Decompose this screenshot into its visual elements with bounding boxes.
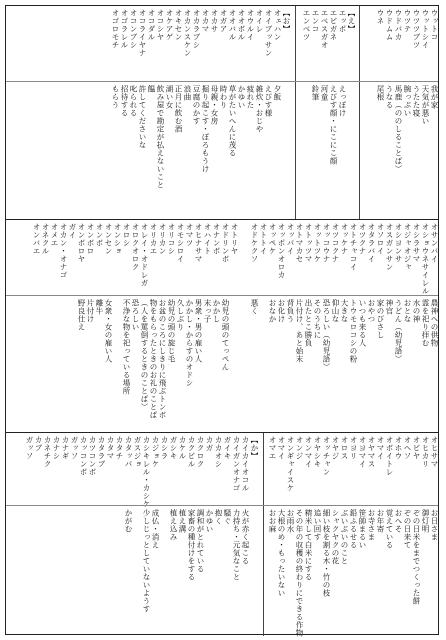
entry-kana: オリコシ [167, 223, 176, 255]
entry-kana: オマツ [185, 223, 194, 247]
section-3-meaning-row [6, 505, 438, 636]
entry-kana: オロシ [122, 223, 131, 247]
entry-meaning: お寺さま [367, 509, 376, 541]
entry-kana: エビガネ [329, 9, 338, 41]
entry-meaning: 霊を祀り拝む [421, 299, 430, 347]
entry-meaning: うなる [385, 85, 394, 109]
entry-kana: オヤマス [367, 436, 376, 468]
entry-kana: オショウネサイレル [421, 223, 430, 295]
entry-kana: カタマ [106, 436, 115, 460]
entry-kana: オコシヤ [156, 9, 165, 41]
entry-kana: オシラサマ [412, 223, 421, 263]
entry-meaning [249, 506, 258, 636]
entry-meaning: 天気が悪い [421, 85, 430, 125]
entry-meaning: 叱られる [129, 85, 138, 117]
entry-meaning: そのうちに [313, 299, 322, 339]
entry-kana: オヤジ [331, 436, 340, 460]
entry-kana: オマイ [277, 436, 286, 460]
entry-meaning: 片付け [86, 299, 95, 323]
entry-kana: オッケナ [340, 223, 349, 255]
entry-kana: オツクナ [358, 223, 367, 255]
entry-kana: カクロク [196, 436, 205, 468]
entry-kana: オドケクソ [250, 223, 259, 263]
entry-meaning [114, 506, 123, 636]
entry-meaning: 背負う [286, 299, 295, 323]
entry-kana: カクビル [187, 436, 196, 468]
entry-meaning: おとな [403, 299, 412, 323]
entry-meaning: 幼児の頭の旋じ毛 [167, 299, 176, 363]
entry-meaning: えっぽけ [338, 85, 347, 117]
entry-meaning: えびす顔・にこにこ顔 [329, 85, 338, 165]
entry-meaning: 鈴筆 [311, 85, 320, 101]
entry-kana: オウルイ [246, 9, 255, 41]
entry-kana: オロス [340, 436, 349, 460]
entry-kana: ウドムム [385, 9, 394, 41]
entry-meaning: 少しじっとしていないようす [142, 509, 151, 613]
entry-meaning: 母親・女房 [210, 85, 219, 125]
entry-meaning [281, 82, 290, 220]
entry-meaning: その年の収穫の終わりにできる作物 [295, 509, 304, 637]
group-o2-kana-b [18, 220, 238, 295]
entry-kana: オジャオジャ [403, 223, 412, 271]
section-1-meaning-row [6, 81, 438, 220]
entry-kana: オコンブシ [129, 9, 138, 49]
entry-meaning: お化け [277, 299, 286, 323]
entry-kana: オカマ [201, 9, 210, 33]
entry-kana: ガイ [68, 223, 77, 239]
entry-kana: オカサ [210, 9, 219, 33]
group-ka-kana [8, 433, 259, 508]
entry-meaning: うたた寝 [412, 85, 421, 117]
entry-meaning: 馬鹿（ののしることば） [394, 85, 403, 173]
entry-meaning: お年寄 [376, 509, 385, 533]
entry-kana: カケル [178, 436, 187, 460]
entry-kana: オモシロイ [176, 223, 185, 263]
entry-kana: オンセン [104, 223, 113, 255]
entry-meaning: 浪曲 [183, 85, 192, 101]
entry-kana: オカラブシ [192, 9, 201, 49]
entry-meaning: （人を罵倒するときのことば） [140, 299, 149, 411]
entry-kana: ウドバカ [394, 9, 403, 41]
entry-kana: オタラバイ [367, 223, 376, 263]
entry-meaning: 夕飯 [273, 85, 282, 101]
entry-meaning [346, 82, 355, 220]
entry-kana: オトトイ [259, 223, 268, 255]
entry-meaning: 水の神 [412, 299, 421, 323]
entry-meaning: 雑炊・おじや [255, 85, 264, 133]
group-ka-meaning [8, 506, 258, 636]
entry-kana: オネクル [41, 223, 50, 255]
entry-meaning: 笹帥まるい [358, 509, 367, 549]
entry-kana: ガッソ [25, 436, 34, 460]
entry-meaning: 追い回す [313, 509, 322, 541]
entry-kana: オレイ・オドレガ [140, 223, 149, 287]
group-o-meaning [108, 82, 290, 220]
entry-meaning [258, 296, 267, 434]
entry-meaning: 末っ子 [203, 299, 212, 323]
entry-meaning: 仰山な [331, 299, 340, 323]
group-u-kana [358, 6, 438, 81]
entry-meaning: 調和がとれている [196, 509, 205, 573]
entry-meaning [87, 506, 96, 636]
entry-kana: オナンボ [212, 223, 221, 255]
entry-meaning: えびす様 [264, 85, 273, 117]
entry-kana: カナギ [61, 436, 70, 460]
section-2 [6, 219, 438, 433]
entry-kana: オヘソ [403, 436, 412, 460]
entry-kana: オカン・オナゴ [59, 223, 68, 279]
entry-meaning [96, 506, 105, 636]
entry-meaning: 饂 [147, 85, 156, 93]
entry-kana: オホウ [394, 436, 403, 460]
entry-meaning: お日さま [430, 509, 439, 541]
entry-meaning: 神官 [385, 299, 394, 315]
entry-kana: オマエ [268, 436, 277, 460]
entry-kana: オソロイ [376, 223, 385, 255]
entry-meaning: 草がたいへんに茂る [228, 85, 237, 157]
group-o2-meaning-b [18, 296, 238, 434]
entry-kana: オヤシキ [313, 436, 322, 468]
entry-kana: オイブッサン [264, 9, 273, 57]
entry-meaning [105, 506, 114, 636]
entry-kana: オスガンサン [385, 223, 394, 271]
column-divider [359, 82, 360, 220]
entry-kana: ガスジョ [133, 436, 142, 468]
entry-kana: オシヨンサ [394, 223, 403, 263]
entry-kana: カイガンオナゴ [232, 436, 241, 492]
section-1 [6, 6, 438, 219]
entry-meaning: 野良仕え [77, 299, 86, 331]
entry-kana: エンコ [311, 9, 320, 33]
entry-kana: オヨマイ [358, 436, 367, 468]
entry-kana: オトリヤ [230, 223, 239, 255]
group-o3-meaning [263, 506, 438, 636]
entry-kana: オサンバイ [430, 223, 439, 263]
section-1-kana-row [6, 6, 438, 81]
entry-meaning: 恐ろしい [131, 299, 140, 331]
entry-meaning: かゆい [205, 509, 214, 533]
entry-kana: ウットコ [430, 9, 439, 41]
entry-meaning: 細い枝を割る木・竹の枝 [322, 509, 331, 597]
column-divider [263, 506, 264, 636]
entry-kana: オリカエ [149, 223, 158, 255]
entry-kana: ガシキ [169, 436, 178, 460]
entry-meaning: トウモロコシの粉 [349, 299, 358, 363]
entry-kana: オリカン [158, 223, 167, 255]
entry-meaning: 植え込み [169, 509, 178, 541]
entry-meaning: 正月に飲む酒 [174, 85, 183, 133]
entry-meaning: 御灯明 [421, 509, 430, 533]
entry-kana: オコライヤナ [138, 9, 147, 57]
entry-kana: カタチ [115, 436, 124, 460]
entry-kana: オゴラレル [120, 9, 129, 49]
entry-meaning: 尾根 [376, 85, 385, 101]
entry-meaning: おやつ [367, 299, 376, 323]
entry-kana: オオバル [228, 9, 237, 41]
entry-meaning: 腕っぷい [403, 85, 412, 117]
entry-kana: オトチャコイ [349, 223, 358, 271]
entry-kana: オドリンボ [221, 223, 230, 263]
entry-kana: オッチャン [322, 436, 331, 476]
entry-meaning: 片付け、あと始末 [295, 299, 304, 363]
entry-kana: ウネ [376, 9, 385, 25]
entry-meaning: 精米して白米にする [304, 509, 313, 581]
entry-kana: カブ [34, 436, 43, 452]
entry-meaning: 疲れた [246, 85, 255, 109]
entry-kana: オツコクナ [331, 223, 340, 263]
entry-kana: オボイトレ [385, 436, 394, 476]
entry-meaning [42, 506, 51, 636]
dictionary-page [5, 5, 439, 635]
entry-kana: オンジ [295, 436, 304, 460]
entry-meaning: 男衆・男の雇い人 [194, 299, 203, 363]
section-2-meaning-row [6, 295, 438, 434]
entry-kana: ガッソ [70, 436, 79, 460]
entry-meaning [51, 506, 60, 636]
entry-kana: オンボロヤ [77, 223, 86, 263]
entry-kana: オンボロ [86, 223, 95, 255]
section-header-o: 【お】 [282, 9, 291, 33]
entry-kana: オッパイ [286, 223, 295, 255]
entry-meaning [159, 506, 168, 636]
entry-kana: オッポンオロカ [277, 223, 286, 279]
entry-kana: ウツツブツ [412, 9, 421, 49]
entry-kana: オンギャイスケ [286, 436, 295, 492]
entry-kana: ウツテ [403, 9, 412, 33]
entry-kana: オヒカリ [421, 436, 430, 468]
entry-meaning: おへそ [394, 509, 403, 533]
entry-meaning [112, 296, 121, 434]
section-3-kana-row [6, 433, 439, 508]
entry-kana: オトッツマ [304, 223, 313, 263]
entry-meaning: シャクヤクの花 [331, 509, 340, 565]
entry-meaning: お雨水 [286, 509, 295, 533]
entry-meaning: 植え溝 [178, 509, 187, 533]
entry-meaning [69, 506, 78, 636]
entry-kana: オトマカセ [295, 223, 304, 263]
entry-kana: ガイキ [223, 436, 232, 460]
entry-kana: オェハン [273, 9, 282, 41]
entry-kana: オゴロモチ [111, 9, 120, 49]
entry-meaning: ぞの日来て [403, 509, 412, 549]
entry-kana: オヒナサマ [194, 223, 203, 263]
entry-meaning: 不浄な物を祀っている場所 [122, 299, 131, 395]
entry-kana: オロクオロク [131, 223, 140, 271]
section-2-kana-row [6, 220, 438, 295]
entry-meaning: 力持ち・元気なこと [232, 509, 241, 581]
entry-kana: オンショ [113, 223, 122, 255]
group-e-kana [295, 6, 355, 81]
entry-kana: カネチク [43, 436, 52, 468]
entry-kana: カジョケ [151, 436, 160, 468]
entry-meaning: 出たとこ勝負 [304, 299, 313, 347]
entry-kana: エベスガオ [320, 9, 329, 49]
entry-kana: オットツケ [313, 223, 322, 263]
entry-kana: ウットシイ [421, 9, 430, 49]
entry-meaning: 湖い女 [165, 85, 174, 109]
entry-meaning: 騒ぐ [223, 509, 232, 525]
entry-meaning: かかし・からすのオドシ [185, 299, 194, 387]
entry-meaning [60, 506, 69, 636]
entry-meaning: もらう [111, 85, 120, 109]
entry-meaning: お盆のころにしきりに飛ぶトンボ [158, 299, 167, 419]
entry-meaning: 離牛 [95, 299, 104, 315]
group-o-kana [108, 6, 290, 81]
entry-meaning [132, 506, 141, 636]
entry-kana: オンマイ [304, 436, 313, 468]
entry-kana: オンボ [95, 223, 104, 247]
entry-meaning: ぶいぶいのこと [340, 509, 349, 565]
entry-kana: カタッパ [124, 436, 133, 468]
entry-meaning: 覚えている [385, 509, 394, 549]
entry-kana: オヨリ [349, 436, 358, 460]
entry-kana: オオボル [237, 9, 246, 41]
entry-meaning: 抱く [214, 509, 223, 525]
section-3 [6, 432, 438, 635]
entry-kana: オッペケ [268, 223, 277, 255]
entry-meaning: 女衆・女の雇い人 [104, 299, 113, 363]
entry-meaning: 河童 [320, 85, 329, 101]
entry-meaning: 大根のめ・もったいない [277, 509, 286, 597]
entry-meaning: 飲み屋で勘定が払えないこと [156, 85, 165, 189]
entry-meaning: 久しぶり [176, 299, 185, 331]
entry-meaning: おなか [268, 299, 277, 323]
entry-meaning: うどん（幼児語） [394, 299, 403, 363]
entry-kana: エッポ [338, 9, 347, 33]
entry-kana: カツコンボ [88, 436, 97, 476]
column-divider [295, 82, 296, 220]
entry-kana: オガア [219, 9, 228, 33]
entry-meaning: おお麻 [268, 509, 277, 533]
group-o3-kana [263, 433, 438, 505]
entry-kana: オメエ [50, 223, 59, 247]
entry-kana: カイカイオコル [241, 436, 250, 492]
column-divider [359, 6, 360, 81]
entry-kana: カナシ [52, 436, 61, 460]
entry-meaning: 悪く [250, 299, 259, 315]
group-e-meaning [295, 82, 355, 220]
entry-kana: カシラ [160, 436, 169, 460]
entry-meaning: 物をもらったときのお礼のことば [149, 299, 158, 419]
entry-meaning: 我が家 [430, 85, 439, 109]
entry-meaning: 家のびさし [376, 299, 385, 339]
entry-kana: カガ [205, 436, 214, 452]
section-header-e: 【え】 [347, 9, 356, 33]
entry-meaning: 豆腐のかす [192, 85, 201, 125]
column-divider [263, 433, 264, 505]
entry-meaning: 招待する [120, 85, 129, 117]
entry-kana: オハイト [203, 223, 212, 255]
entry-meaning: 家畜の種付けをする [187, 509, 196, 581]
entry-meaning [78, 506, 87, 636]
entry-kana: オケアゲ [165, 9, 174, 41]
entry-meaning: 掘り起こす・ぼろもうけ [201, 85, 210, 173]
entry-kana: オビヤ [412, 436, 421, 460]
entry-meaning: 農神への供物 [430, 299, 439, 347]
entry-meaning: 時わり [219, 85, 228, 109]
group-o2-meaning-a [238, 296, 438, 434]
entry-meaning: 成仏・消え [151, 509, 160, 549]
entry-kana: カカオシ [214, 436, 223, 468]
entry-kana: カシキレル・カシケ [142, 436, 151, 508]
entry-kana: オンバエ [32, 223, 41, 255]
entry-meaning [229, 296, 238, 434]
entry-meaning: 鉛ふるせる [349, 509, 358, 549]
group-u-meaning [358, 82, 438, 220]
entry-kana: オヒサマ [430, 436, 439, 468]
entry-meaning: いつも来る人 [358, 299, 367, 347]
column-divider [295, 6, 296, 81]
entry-meaning: 火が赤く起こる [241, 509, 250, 565]
section-header-ka: 【か】 [250, 436, 259, 460]
entry-meaning: 幼児の頭のてっぺん [221, 299, 230, 371]
entry-kana: オマイ [376, 436, 385, 460]
entry-meaning [33, 506, 42, 636]
entry-kana: オコダル [147, 9, 156, 41]
entry-kana: オッコウナ [322, 223, 331, 263]
entry-meaning: 恐ろしい（幼児語） [322, 299, 331, 371]
entry-kana: オカンスケン [183, 9, 192, 57]
group-o2-kana-a [238, 220, 438, 295]
entry-kana: カッコンボ [79, 436, 88, 476]
entry-meaning: 許してくださいな [138, 85, 147, 149]
entry-meaning: 大きな [340, 299, 349, 323]
entry-meaning: かゆい [237, 85, 246, 109]
entry-meaning: かがむ [124, 509, 133, 533]
entry-kana: エンベツ [302, 9, 311, 41]
entry-meaning: かかし [212, 299, 221, 323]
entry-meaning [301, 82, 310, 220]
entry-kana: オキセン [174, 9, 183, 41]
entry-kana: カタラブ [97, 436, 106, 468]
entry-kana: オイレ [255, 9, 264, 33]
entry-meaning: ぞの日米をまでつくった餅 [412, 509, 421, 605]
